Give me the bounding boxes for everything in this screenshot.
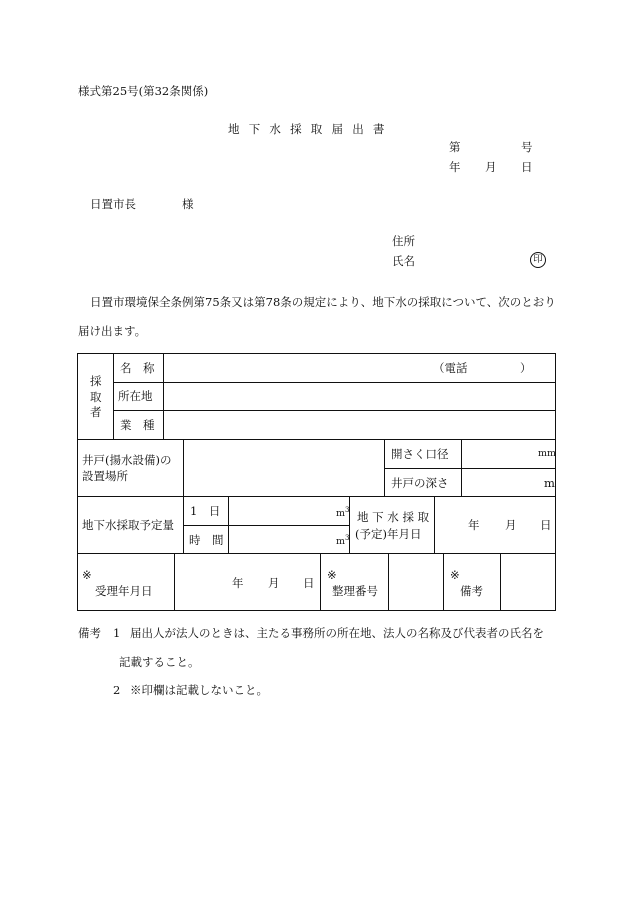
label-planned-date-2: (予定)年月日 (355, 527, 422, 541)
planned-date-day: 日 (540, 518, 552, 532)
label-well-location: 井戸(揚水設備)の 設置場所 (82, 453, 172, 484)
label-phone-close: ） (520, 361, 532, 375)
body-text-line-2: 届け出ます。 (78, 324, 147, 338)
name-label: 氏名 (392, 254, 415, 268)
receipt-date-day: 日 (303, 576, 315, 590)
unit-m: m (544, 476, 555, 490)
note-1-line-2: 記載すること。 (119, 655, 200, 669)
date-year: 年 (449, 160, 461, 174)
label-planned-date-1: 地 下 水 採 取 (357, 510, 430, 524)
applicant-group-label: 採 取 者 (90, 374, 102, 420)
planned-date-month: 月 (505, 518, 517, 532)
unit-mm: mm (538, 448, 557, 459)
label-bore-diameter: 開さく口径 (391, 447, 449, 461)
label-industry: 業 種 (120, 418, 155, 432)
label-remarks: 備考 (460, 584, 483, 598)
notes-label: 備考 (78, 626, 101, 640)
note-1-number: 1 (113, 626, 121, 640)
label-name: 名 称 (120, 361, 155, 375)
remarks-mark: ※ (450, 568, 460, 582)
doc-number-go: 号 (521, 140, 533, 154)
label-serial-number: 整理番号 (332, 584, 378, 598)
note-2-number: 2 (113, 683, 121, 697)
planned-date-year: 年 (468, 518, 480, 532)
label-phone: （電話 (433, 361, 468, 375)
label-per-day: 1 日 (190, 504, 221, 518)
receipt-date-month: 月 (268, 576, 280, 590)
doc-number-dai: 第 (449, 140, 461, 154)
receipt-mark: ※ (82, 568, 92, 582)
receipt-date-year: 年 (232, 576, 244, 590)
form-number: 様式第25号(第32条関係) (78, 84, 209, 98)
addressee-name: 日置市長 (90, 197, 136, 211)
document-title: 地下水採取届出書 (228, 122, 394, 136)
date-day: 日 (521, 160, 533, 174)
label-receipt-date: 受理年月日 (95, 584, 153, 598)
addressee-honorific: 様 (182, 197, 194, 211)
address-label: 住所 (392, 234, 415, 248)
note-1-line-1: 届出人が法人のときは、主たる事務所の所在地、法人の名称及び代表者の氏名を (130, 626, 544, 640)
unit-m3-day: $m^3$ (336, 506, 350, 520)
date-month: 月 (485, 160, 497, 174)
seal-mark: 印 (530, 252, 546, 268)
label-location: 所在地 (118, 389, 153, 403)
label-per-hour: 時 間 (189, 533, 224, 547)
serial-mark: ※ (327, 568, 337, 582)
body-text-line-1: 日置市環境保全条例第75条又は第78条の規定により、地下水の採取について、次のとおり (90, 295, 556, 309)
label-planned-volume: 地下水採取予定量 (82, 518, 174, 532)
unit-m3-hour: $m^3$ (336, 534, 350, 548)
note-2-text: ※印欄は記載しないこと。 (130, 683, 268, 697)
label-well-depth: 井戸の深さ (391, 476, 449, 490)
